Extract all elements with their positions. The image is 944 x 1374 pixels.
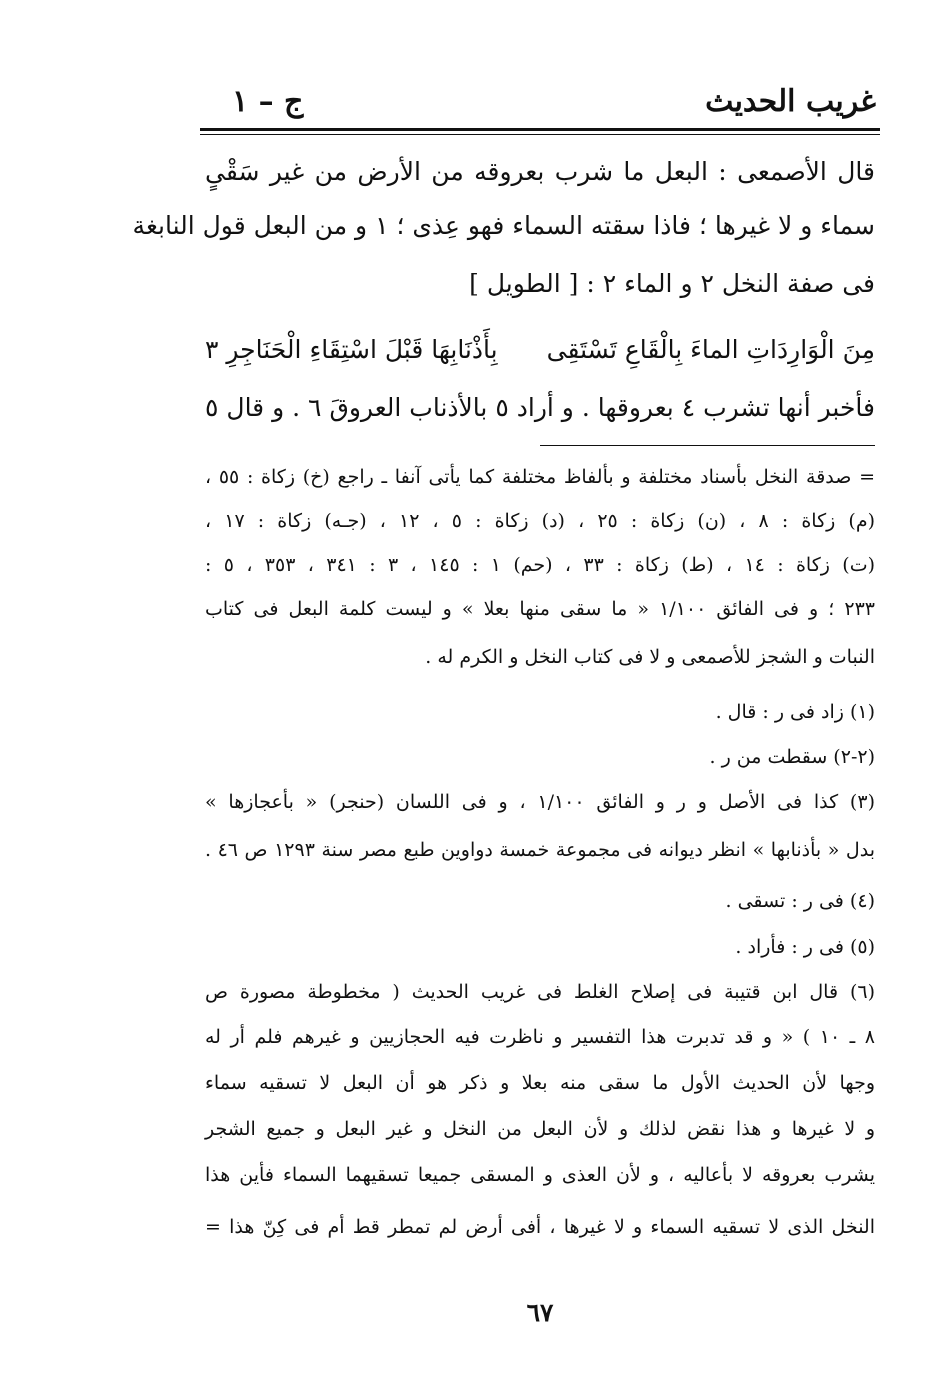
footnote-line: (٦) قال ابن قتيبة فى إصلاح الغلط فى غريب الحديث ( مخطوطة مصورة ص <box>205 981 875 1003</box>
footnote-line: (١) زاد فى ر : قال . <box>715 701 875 723</box>
main-line-5: فأخبر أنها تشرب ٤ بعروقها . و أراد ٥ بالأذناب العروقَ ٦ . و قال ٥ <box>205 393 876 422</box>
footnote-line: ٨ ـ ١٠ ) « و قد تدبرت هذا التفسير و ناظرت فيه الحجازيين و غيرهم فلم أر له <box>205 1026 875 1048</box>
footnotes <box>132 0 876 1374</box>
main-line-2: سماء و لا غيرها ؛ فاذا سقته السماء فهو عِذى ؛ ١ و من البعل قول النابغة <box>132 211 875 240</box>
footnote-line: (٤) فى ر : تسقى . <box>725 890 875 912</box>
main-line-1: قال الأصمعى : البعل ما شرب بعروقه من الأرض من غير سَقْىٍ <box>205 157 875 186</box>
footnote-line: ٢٣٣ ؛ و فى الفائق ١/١٠٠ « ما سقى منها بعلا » و ليست كلمة البعل فى كتاب <box>205 598 875 620</box>
verse-first-hemistich: مِنَ الْوَارِدَاتِ الماءَ بِالْقَاعِ تَسْتَقِى <box>546 335 875 364</box>
footnote-line: النخل الذى لا تسقيه السماء و لا غيرها ، أفى أرض لم تمطر قط أم فى كِنّ هذا = <box>205 1216 875 1238</box>
footnote-line: بدل « بأذنابها » انظر ديوانه فى مجموعة خمسة دواوين طبع مصر سنة ١٢٩٣ ص ٤٦ . <box>205 839 875 861</box>
main-line-3: فى صفة النخل ٢ و الماء ٢ : [ الطويل ] <box>469 269 875 298</box>
footnote-line: (٣) كذا فى الأصل و ر و الفائق ١/١٠٠ ، و فى اللسان (حنجر) « بأعجازها » <box>205 791 875 813</box>
footnote-line: وجها لأن الحديث الأول ما سقى منه بعلا و ذكر هو أن البعل لا تسقيه سماء <box>205 1072 875 1094</box>
footnote-line: و لا غيرها و هذا نقض لذلك و لأن البعل من النخل و غير البعل و جميع الشجر <box>205 1118 875 1140</box>
footnote-line: (٥) فى ر : فأراد . <box>735 936 875 958</box>
footnote-line: يشرب بعروقه لا بأعاليه ، و لأن العذى و المسقى جميعا تسقيهما السماء فأين هذا <box>205 1164 875 1186</box>
footnote-line: (٢-٢) سقطت من ر . <box>709 746 875 768</box>
volume-number: ج – ١ <box>232 84 304 119</box>
book-title: غريب الحديث <box>705 84 876 119</box>
footnote-line: (م) زكاة : ٨ ، (ن) زكاة : ٢٥ ، (د) زكاة : ٥ ، ١٢ ، (جـه) زكاة : ١٧ ، <box>205 510 876 532</box>
footnote-line: (ت) زكاة : ١٤ ، (ط) زكاة : ٣٣ ، (حم) ١ : ١٤٥ ، ٣ : ٣٤١ ، ٣٥٣ ، ٥ : <box>205 554 875 576</box>
footnote-line: النبات و الشجز للأصمعى و لا فى كتاب النخل و الكرم له . <box>425 646 875 668</box>
page-number: ٦٧ <box>526 1298 554 1327</box>
footnote-line: = صدقة النخل بأسناد مختلفة و بألفاظ مختلفة كما يأتى آنفا ـ راجع (خ) زكاة : ٥٥ ، <box>205 466 876 488</box>
verse-second-hemistich: بِأَذْنَابِهَا قَبْلَ اسْتِقَاءِ الْحَنَاجِرِ ٣ <box>205 335 498 364</box>
